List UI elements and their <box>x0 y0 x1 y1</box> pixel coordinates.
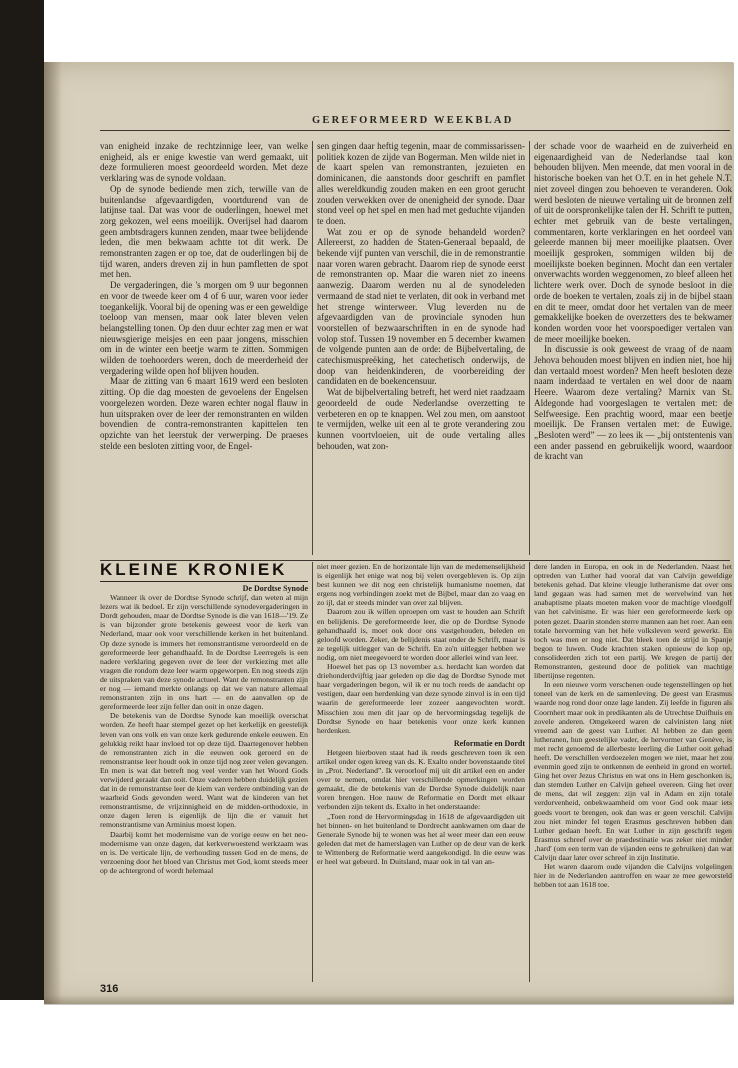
upper-column-2 <box>317 141 525 451</box>
lower-column-3 <box>534 562 732 889</box>
paragraph: sen gingen daar heftig tegenin, maar de commissarissen-politiek kozen de zijde van Bogerman. Men wilde niet in de kaart spelen van remonstranten, jezuieten en dominicanen, die aanstonds door geschrift en pamflet alles wereldkundig zouden maken en een groot gerucht zouden verwekken over de onenigheid der synode. Daar stond veel op het spel en men had met geduchte vijanden te doen. <box>317 141 525 226</box>
column-divider <box>312 562 313 982</box>
paragraph: der schade voor de waarheid en de zuiverheid en eigenaardigheid van de Nederlandse taal kon behouden blijven. Men meende, dat men vooral in de historische boeken van het O.T. en in het gehele N.T. niet zoveel dingen zou behoeven te veranderen. Ook werd besloten de nieuwe vertaling uit de bronnen zelf of uit de oorspronkelijke talen der H. Schrift te putten, echter met gebruik van de beste vertalingen, commentaren, korte verklaringen en het oordeel van geleerde mannen bij meer moeilijke plaatsen. Over moeilijk gesproken, sommigen wilden bij de moeilijkste boeken beginnen. Mocht dan een vertaler onverwachts worden weggenomen, zo bleef alleen het lichtere werk over. Doch de synode besloot in die orde de boeken te vertalen, zoals zij in de bijbel staan en dit te meer, omdat door het vertalen van de meer gemakkelijke boeken de overzetters des te bekwamer konden worden voor het voorspoediger vertalen van de meer moeilijke boeken. <box>534 141 732 344</box>
section-title: KLEINE KRONIEK <box>100 560 308 582</box>
lower-column-1 <box>100 584 308 875</box>
paragraph: De betekenis van de Dordtse Synode kan moeilijk overschat worden. Ze heeft haar stempel gezet op het kerkelijk en geestelijk leven van ons volk en van onze kerk gedurende enkele eeuwen. En gelukkig reikt haar invloed tot op deze tijd. Daartegenover hebben de remonstranten zich in die eeuwen ook geroerd en de remonstrantse leer houdt ook in onze tijd nog zeer velen gevangen. En men is wat dat betreft nog veel verder van het Woord Gods verwijderd geraakt dan ooit. Onze vaderen hebben duidelijk gezien dat in de remonstrantse leer de kiem van verdere ontbinding van de waarheid Gods gevonden werd. Want wat de kinderen van het remonstrantisme, de vrijzinnigheid en de midden-orthodoxie, in onze dagen leren is eigenlijk de lijn die er vanuit het remonstrantisme van Arminius moest lopen. <box>100 711 308 830</box>
page-number: 316 <box>100 983 119 995</box>
paragraph: Hoewel het pas op 13 november a.s. herdacht kan worden dat driehonderdvijftig jaar geleden op die dag de Dordtse Synode met haar vergaderingen begon, wil ik er nu toch reeds de aandacht op vestigen, daar een herdenking van deze synode zinvol is in een tijd waarin de gereformeerde leer zozeer aangevochten wordt. Misschien zou men dit jaar op de hervormingsdag tegelijk de Dordtse Synode en haar betekenis voor onze kerk kunnen herdenken. <box>317 662 525 735</box>
column-divider <box>529 141 530 555</box>
paragraph: niet meer gezien. En de horizontale lijn van de medemenselijkheid is eigenlijk het enige wat nog bij velen overgebleven is. Op zijn best kunnen we dit nog een christelijk humanisme noemen, dat ergens nog verbindingen zoekt met de Bijbel, maar dan zo vaag en zo ijl, dat er steeds minder van over zal blijven. <box>317 562 525 608</box>
upper-column-1 <box>100 141 308 451</box>
publication-header: GEREFORMEERD WEEKBLAD <box>312 115 514 126</box>
header-rule <box>100 130 730 131</box>
page-bottom-shadow <box>44 995 734 1005</box>
paragraph: Op de synode bediende men zich, terwille van de buitenlandse afgevaardigden, voortdurend van de latijnse taal. Dat was voor de ouderlingen, hoewel met zorg gekozen, wel eens moeilijk. Overijsel had daarom geen ambtsdragers kunnen zenden, maar twee belijdende leden, die men bekwaam achtte tot dit werk. De remonstranten zagen er op toe, dat de ouderlingen bij de tijd waren, anders dreven zij in hun pamfletten de spot met hen. <box>100 183 308 280</box>
paragraph: Het waren daarom oude vijanden die Calvijns volgelingen hier in de Nederlanden aantroffen en waar ze mee geworsteld hebben tot aan 1618 toe. <box>534 862 732 890</box>
scan-edge <box>0 0 44 1000</box>
upper-column-3 <box>534 141 732 462</box>
paragraph: Wat zou er op de synode behandeld worden? Allereerst, zo hadden de Staten-Generaal bepaald, de bekende vijf punten van verschil, die in de remonstrantie naar voren waren gebracht. Daarom riep de synode eerst de remonstranten op. Maar die waren niet zo ineens aanwezig. Daarom werden nu al de synodeleden vermaand de stad niet te verlaten, dit ook in verband met het strenge winterweer. Vlug leverden nu de afgevaardigden van de provinciale synoden hun voorstellen of bezwaarschriften in en de synode had volop stof. Tussen 19 november en 5 december kwamen de volgende punten aan de orde: de Bijbelvertaling, de catechismuspreëking, het catechetisch onderwijs, de doop van heidenkinderen, de voorbereiding der candidaten en de boekencensuur. <box>317 226 525 387</box>
paragraph: In discussie is ook geweest de vraag of de naam Jehova behouden moest blijven en indien niet, hoe hij dan vertaald moest worden? Men heeft besloten deze naam inderdaad te vertalen en wel door de naam Heere. Waarom deze vertaling? Marnix van St. Aldegonde had voorgeslagen te vertalen met: de Selfweesige. Een prachtig woord, maar een beetje moeilijk. De Fransen vertalen met: de Euwige. „Besloten werd” — zo lees ik — „bij ontstentenis van een ander passend en gebruikelijk woord, waardoor de kracht van <box>534 344 732 462</box>
paragraph: Daarbij komt het modernisme van de vorige eeuw en het neo-modernisme van onze dagen, dat kerkverwoestend werkzaam was en is. De verticale lijn, de verhouding tussen God en de mens, de verzoening door het bloed van Christus met God, komt steeds meer op de achtergrond of wordt helemaal <box>100 829 308 875</box>
lower-column-2 <box>317 562 525 866</box>
paragraph: In een nieuwe vorm verschenen oude tegenstellingen op het toneel van de kerk en de samenleving. De geest van Erasmus waarde nog rond door onze lage landen. Zij leefde in figuren als Coornhert maar ook in predikanten als de Utrechtse Duifhuis en zovele anderen. Omgekeerd waren de calvinisten lang niet vreemd aan de geest van Luther. Al hebben ze dan geen lutheranen, hun geestelijke vader, de hervormer van Genève, is met recht genoemd de allerbeste leerling die Luther ooit gehad heeft. De verschillen verdoezelen mogen we niet, maar het zou evenmin goed zijn te ontkennen de eenheid in grond en wortel. Ging het over Jezus Christus en wat ons in Hem geschonken is, dan stemden Luther en Calvijn geheel overeen. Ging het over de mens, dat wil zeggen: zijn val in Adam en zijn totale verdorvenheid, onbekwaamheid om voor God ook maar iets goeds voort te brengen, ook dan was er geen verschil. Calvijn zou niet minder fel tegen Erasmus geschreven hebben dan Luther gedaan heeft. En wat Luther in zijn geschrift tegen Erasmus schreef over de praedestinatie was zeker niet minder ‚hard' (om een term van de vijanden eens te gebruiken) dan wat Calvijn daar later over schreef in zijn Institutie. <box>534 680 732 862</box>
paragraph: De vergaderingen, die 's morgen om 9 uur begonnen en voor de tweede keer om 4 of 6 uur, waren voor ieder toegankelijk. Vooral bij de opening was er een geweldige toeloop van mensen, maar ook later bleven velen belangstelling tonen. Op den duur echter zag men er wat nieuwsgierige meisjes en een paar jongens, misschien om in de winter een beetje warm te zitten. Sommigen wilden de toehoorders weren, doch de meerderheid der vergadering wilde open hof blijven houden. <box>100 280 309 376</box>
paragraph: Hetgeen hierboven staat had ik reeds geschreven toen ik een artikel onder ogen kreeg van ds. K. Exalto onder bovenstaande titel in „Prot. Nederland”. Ik veroorloof mij uit dit artikel een en ander over te nemen, omdat hier verschillende opmerkingen worden gemaakt, die de betekenis van de Dordse Synode duidelijk naar voren brengen. Hoe nauw de Reformatie en Dordt met elkaar verbonden zijn tekent ds. Exalto in het onderstaande: <box>317 747 525 812</box>
paragraph: „Toen rond de Hervormingsdag in 1618 de afgevaardigden uit het binnen- en het buitenland te Dordrecht aankwamen om daar de Generale Synode bij te wonen was het al weer meer dan een eeuw geleden dat met de hamerslagen van Luther op de deur van de kerk te Wittenberg de Reformatie werd aangekondigd. In die eeuw was er heel wat gebeurd. In Duitsland, maar ook in tal van an- <box>317 811 525 866</box>
paragraph: Wanneer ik over de Dordtse Synode schrijf, dan weten al mijn lezers wat ik bedoel. Er zijn verschillende synodevergaderingen in Dordt gehouden, maar de Dordtse Synode is die van 1618—'19. Ze is van bijzonder grote betekenis geweest voor de kerk van Nederland, maar ook voor verschillende kerken in het buitenland. Op deze synode is immers het remonstrantisme veroordeeld en de gereformeerde leer gehandhaafd. In de Dordtse Leerregels is een nadere verklaring gegeven over de leer der verkiezing met alle vragen die rondom deze leer warm opgeworpen. En nog steeds zijn de uitspraken van deze synode actueel. Want de remonstranten zijn er nog — iemand merkte onlangs op dat we van nature allemaal remonstranten zijn in ons hart — en de aanvallen op de gereformeerde leer zijn feller dan ooit in onze dagen. <box>100 593 308 712</box>
page-binding-shadow <box>44 62 62 1004</box>
paragraph: Daarom zou ik willen oproepen om vast te houden aan Schrift en belijdenis. De gereformeerde leer, die op de Dordtse Synode gehandhaafd is, moet ook door ons vastgehouden, beleden en geloofd worden. Zeker, de belijdenis staat onder de Schrift, maar is ze tegelijk uitlegger van de Schrift. En zo'n uitlegger hebben we nodig, om niet meegevoerd te worden door allerlei wind van leer. <box>317 607 525 662</box>
paragraph: dere landen in Europa, en ook in de Nederlanden. Naast het optreden van Luther had vooral dat van Calvijn geweldige betekenis gehad. Dat kleine vleugje lutheranisme dat over ons land gegaan was had samen met de wervelwind van het anabaptisme plaats moeten maken voor de machtige vloedgolf van het calvinisme. Er was hier een gereformeerde kerk op poten gezet. Daarin stonden sterre mannen aan het roer. Aan een totale hervorming van het hele volksleven werd gewerkt. En toch was men er nog niet. Dat bleek toen de strijd in Spanje begon te luwen. Oude krachten staken opnieuw de kop op, consolideerden zich tot een partij. We kregen de partij der Remonstranten, gesteund door de politiek van machtige libertijnse regenten. <box>534 562 732 681</box>
paragraph: Maar de zitting van 6 maart 1619 werd een besloten zitting. Op die dag moesten de gevoelens der Engelsen voorgelezen worden. Deze waren echter nogal flauw in hun uitspraken over de leer der remonstranten en wilden bovendien de contra-remonstranten kapittelen ten opzichte van het leerstuk der verwerping. De praeses stelde een besloten zitting voor, de Engel- <box>100 376 308 451</box>
subheading: Reformatie en Dordt <box>453 738 525 748</box>
column-divider <box>529 562 530 982</box>
paragraph: van enigheid inzake de rechtzinnige leer, van welke enigheid, als er enige kwestie van werd gemaakt, uit deze formulieren moest geoordeeld worden. Met deze verklaring was de synode voldaan. <box>100 141 308 184</box>
subheading: De Dordtse Synode <box>242 584 308 593</box>
paragraph: Wat de bijbelvertaling betreft, het werd niet raadzaam geoordeeld de oude Nederlandse overzetting te verbeteren en op te knappen. Wel zou men, om aanstoot te vermijden, welke uit een al te grote verandering zou kunnen voortvloeien, uit de oude vertaling alles behouden, wat zon- <box>317 387 525 451</box>
column-divider <box>312 141 313 555</box>
